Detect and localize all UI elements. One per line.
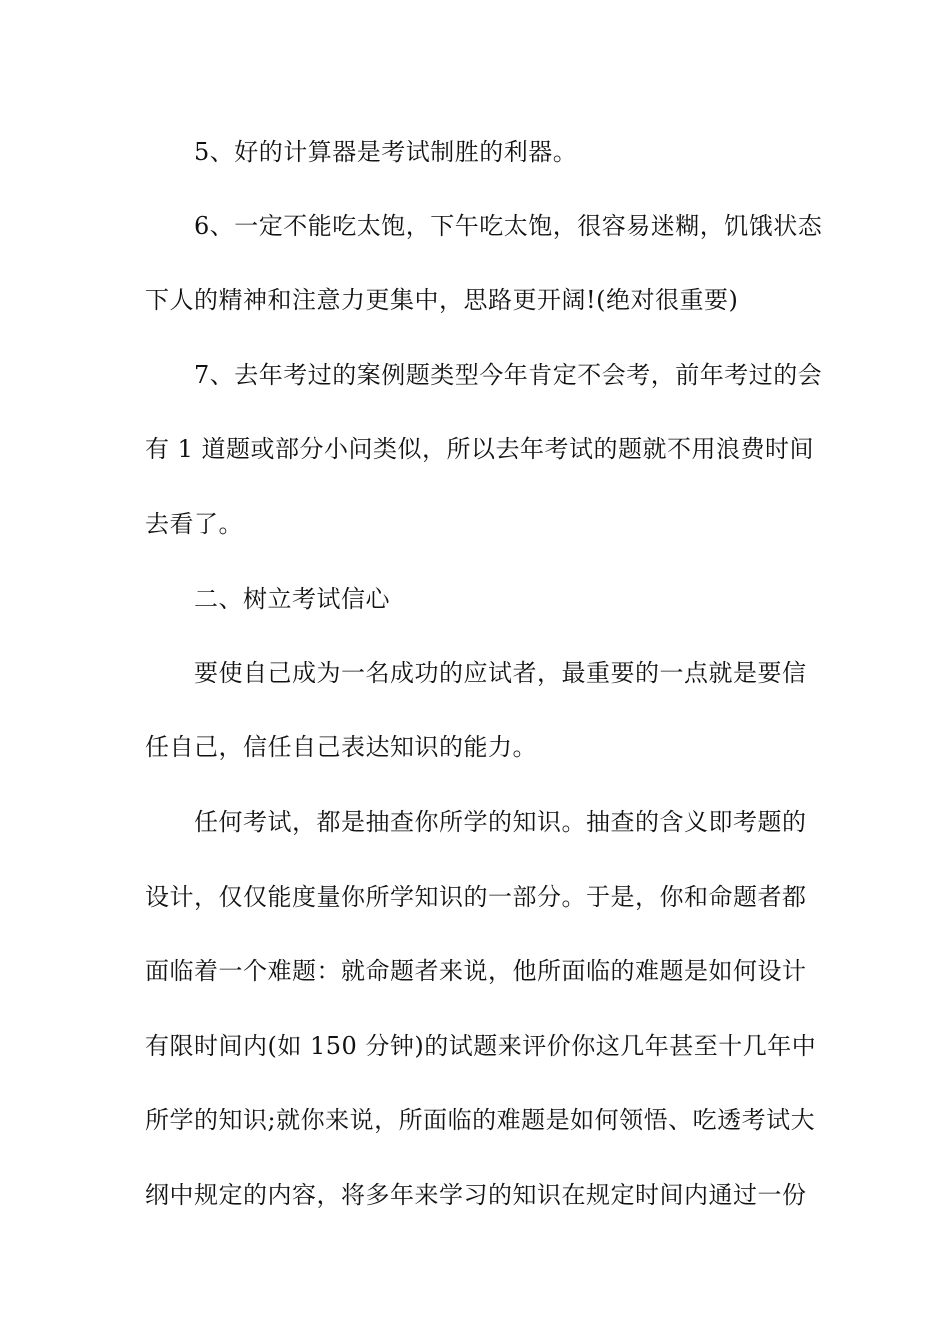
paragraph-tip-6-line-2: 下人的精神和注意力更集中，思路更开阔!(绝对很重要) — [145, 286, 739, 314]
paragraph-exam-line-5: 所学的知识;就你来说，所面临的难题是如何领悟、吃透考试大 — [145, 1106, 816, 1134]
paragraph-exam-line-4: 有限时间内(如 150 分钟)的试题来评价你这几年甚至十几年中 — [145, 1032, 817, 1060]
paragraph-confidence-line-1: 要使自己成为一名成功的应试者，最重要的一点就是要信 — [194, 659, 807, 687]
paragraph-tip-7-line-1: 7、去年考过的案例题类型今年肯定不会考，前年考过的会 — [194, 361, 823, 389]
paragraph-exam-line-2: 设计，仅仅能度量你所学知识的一部分。于是，你和命题者都 — [145, 883, 807, 911]
section-heading: 二、树立考试信心 — [194, 585, 390, 613]
paragraph-confidence-line-2: 任自己，信任自己表达知识的能力。 — [145, 733, 537, 761]
paragraph-tip-6-line-1: 6、一定不能吃太饱，下午吃太饱，很容易迷糊，饥饿状态 — [194, 212, 823, 240]
paragraph-exam-line-6: 纲中规定的内容，将多年来学习的知识在规定时间内通过一份 — [145, 1181, 807, 1209]
paragraph-exam-line-1: 任何考试，都是抽查你所学的知识。抽查的含义即考题的 — [194, 808, 807, 836]
paragraph-tip-7-line-2: 有 1 道题或部分小问类似，所以去年考试的题就不用浪费时间 — [145, 435, 815, 463]
paragraph-tip-7-line-3: 去看了。 — [145, 510, 243, 538]
paragraph-tip-5: 5、好的计算器是考试制胜的利器。 — [194, 138, 578, 166]
paragraph-exam-line-3: 面临着一个难题：就命题者来说，他所面临的难题是如何设计 — [145, 957, 807, 985]
